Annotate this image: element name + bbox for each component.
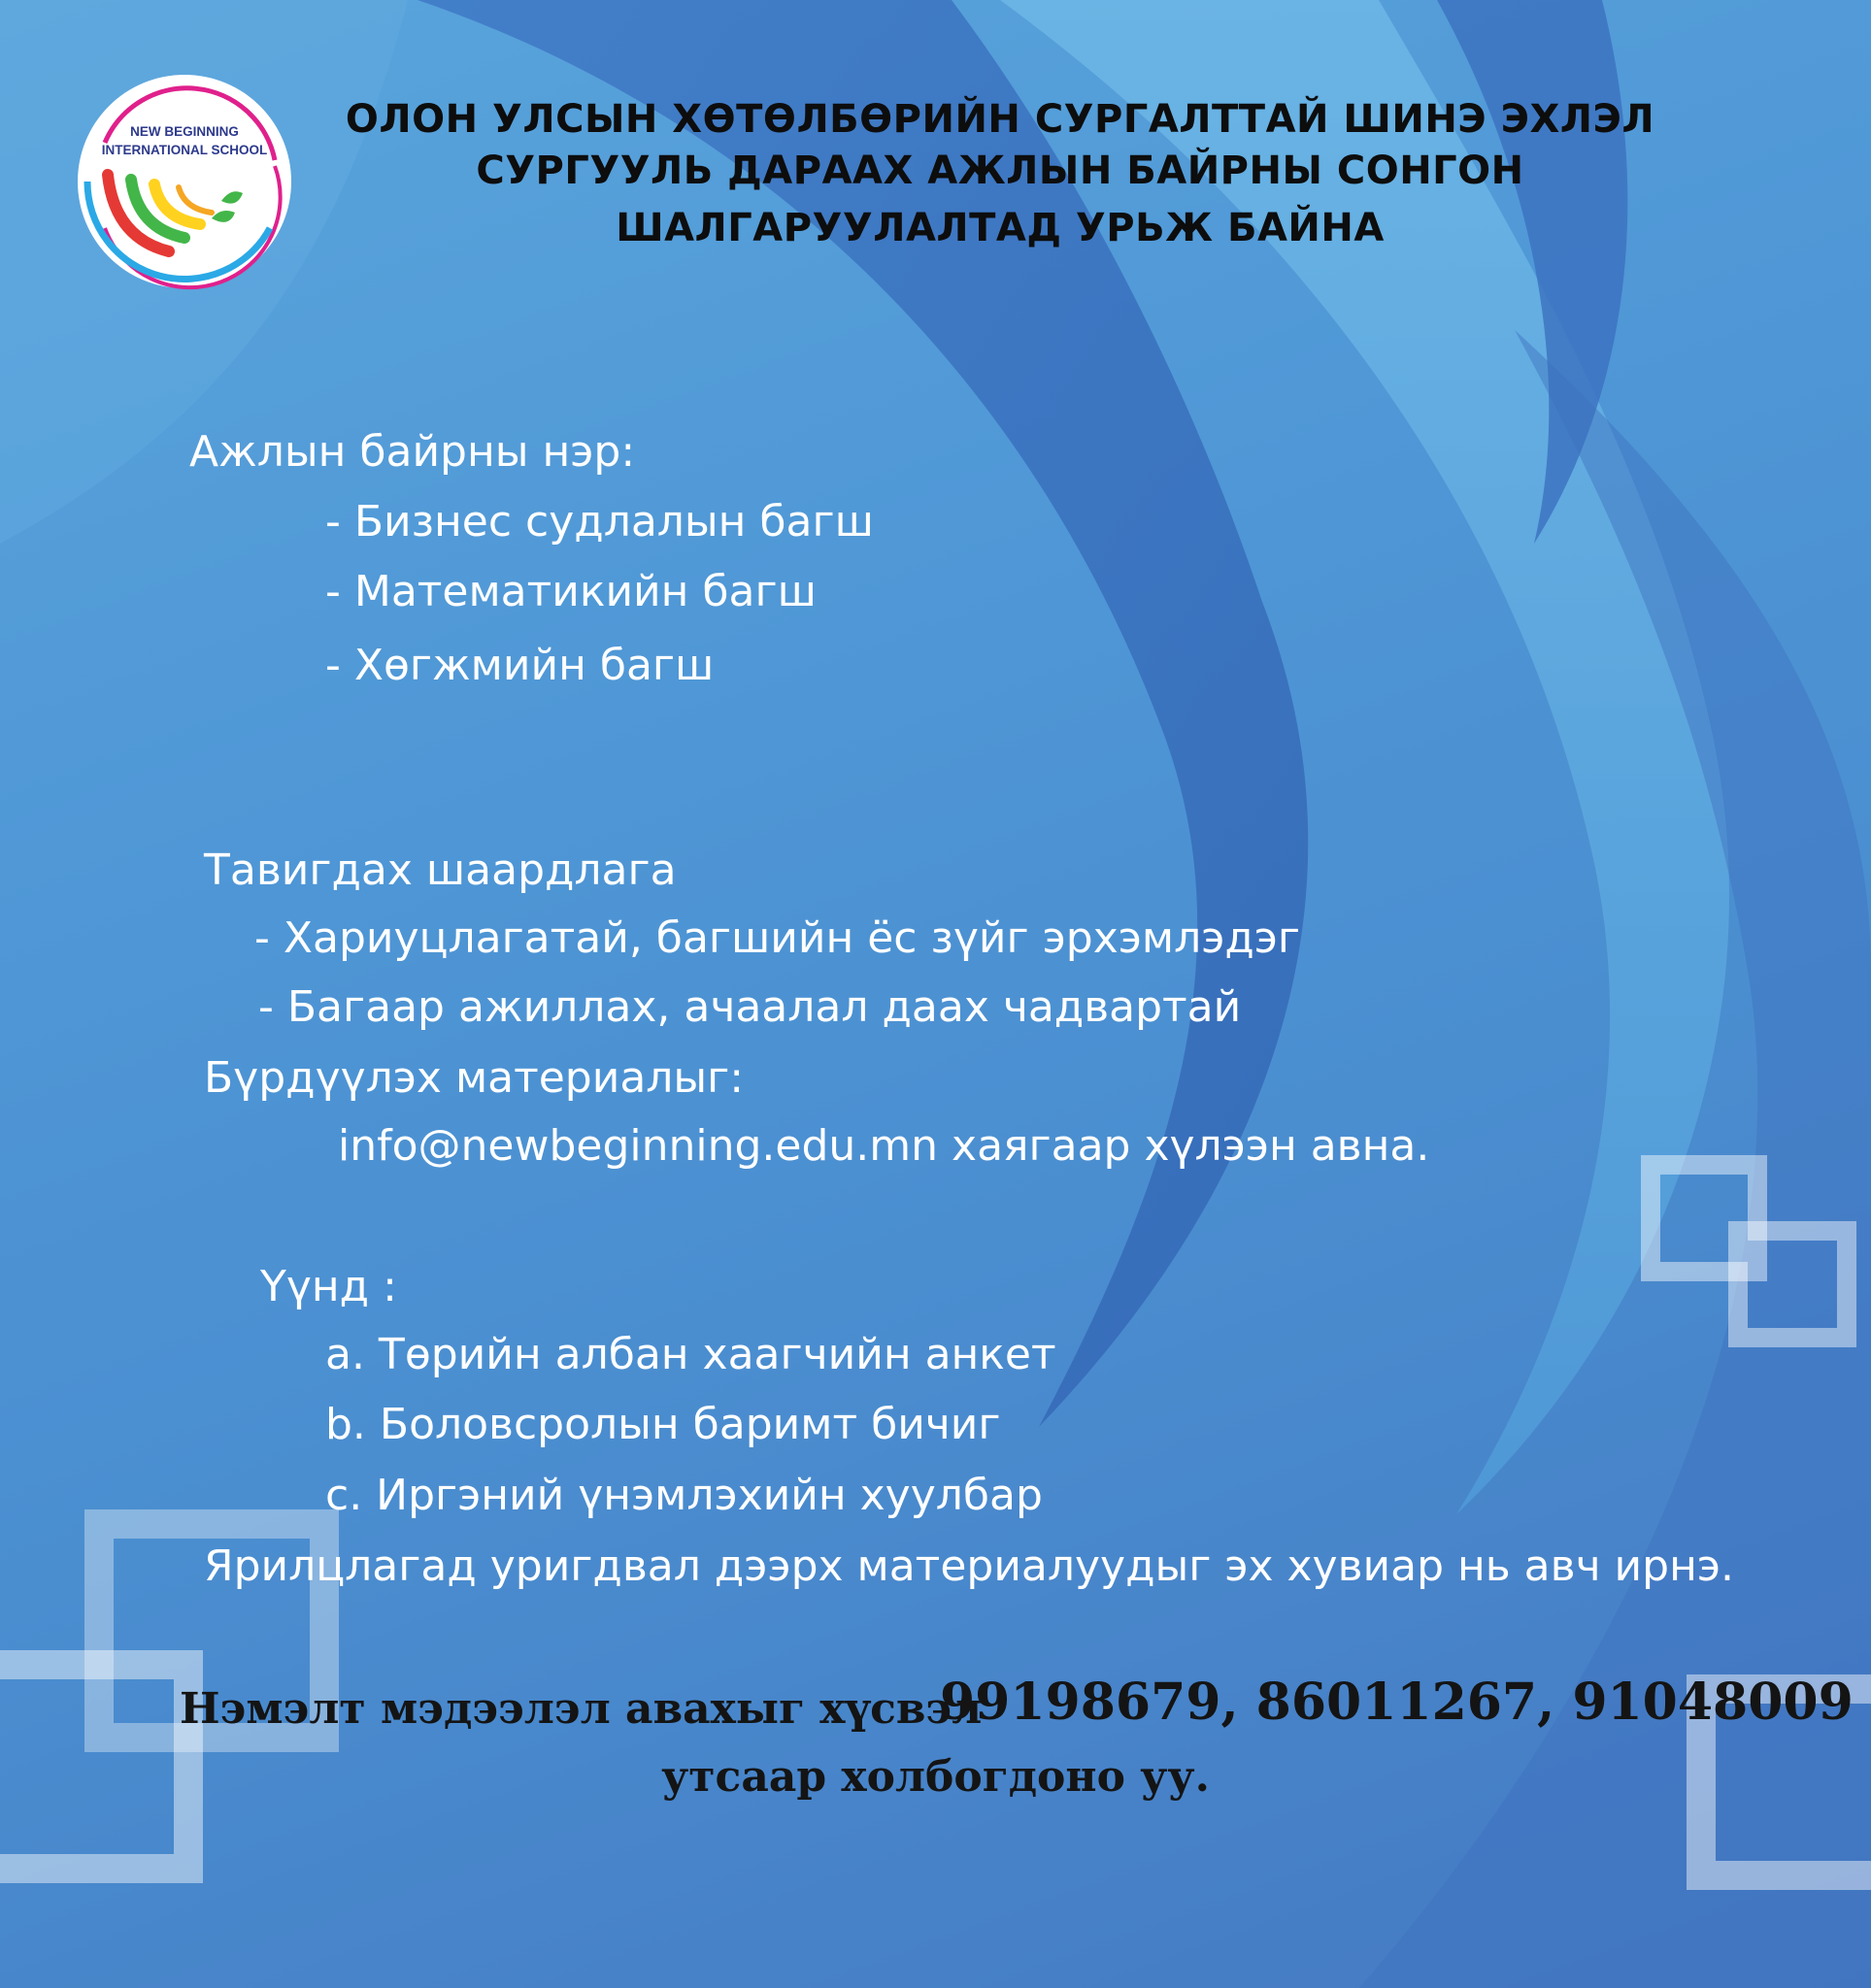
title-line-1: ОЛОН УЛСЫН ХӨТӨЛБӨРИЙН СУРГАЛТТАЙ ШИНЭ ЭХЛЭЛ xyxy=(345,97,1655,142)
title-line-3: ШАЛГАРУУЛАЛТАД УРЬЖ БАЙНА xyxy=(616,206,1385,250)
document-item-b: b. Боловсролын баримт бичиг xyxy=(325,1400,1001,1449)
position-item-music: - Хөгжмийн багш xyxy=(325,641,715,690)
requirements-heading: Тавигдах шаардлага xyxy=(204,845,677,895)
school-logo xyxy=(76,73,293,290)
position-item-business: - Бизнес судлалын багш xyxy=(325,497,874,547)
submission-heading: Бүрдүүлэх материалыг: xyxy=(204,1053,745,1103)
submission-email-line: info@newbeginning.edu.mn хаягаар хүлээн авна. xyxy=(338,1121,1430,1171)
requirement-item-teamwork: - Багаар ажиллах, ачаалал даах чадвартай xyxy=(258,982,1242,1032)
logo-wordmark xyxy=(87,122,282,159)
interview-note: Ярилцлагад уригдвал дээрх материалуудыг эх хувиар нь авч ирнэ. xyxy=(204,1541,1734,1591)
logo-line-1: NEW BEGINNING xyxy=(130,124,239,139)
contact-suffix: утсаар холбогдоно уу. xyxy=(661,1752,1210,1802)
document-item-c: c. Иргэний үнэмлэхийн хуулбар xyxy=(325,1471,1043,1520)
contact-phones: 99198679, 86011267, 91048009 xyxy=(940,1673,1854,1732)
logo-emblem-icon xyxy=(76,73,293,290)
contact-prefix: Нэмэлт мэдээлэл авахыг хүсвэл xyxy=(180,1684,983,1734)
position-item-math: - Математикийн багш xyxy=(325,567,817,616)
requirement-item-responsible: - Хариуцлагатай, багшийн ёс зүйг эрхэмлэдэг xyxy=(254,913,1301,963)
logo-line-2: INTERNATIONAL SCHOOL xyxy=(101,143,268,157)
positions-heading: Ажлын байрны нэр: xyxy=(189,427,636,477)
document-item-a: a. Төрийн албан хаагчийн анкет xyxy=(325,1330,1056,1379)
title-line-2: СУРГУУЛЬ ДАРААХ АЖЛЫН БАЙРНЫ СОНГОН xyxy=(476,149,1524,193)
documents-heading: Үүнд : xyxy=(260,1262,397,1311)
